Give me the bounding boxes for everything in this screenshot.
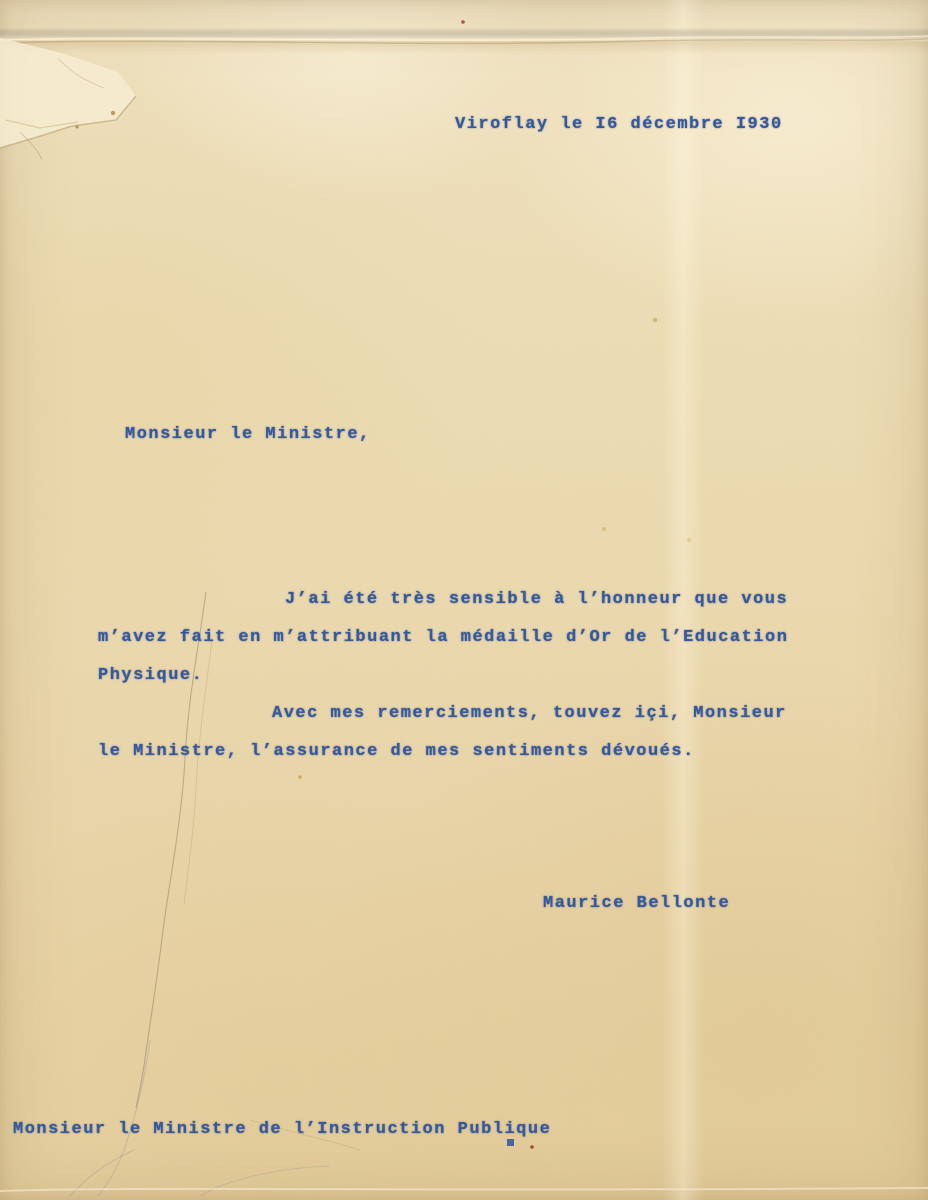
body-line-5: le Ministre, l’assurance de mes sentiments dévoués. (98, 742, 695, 761)
salutation-line: Monsieur le Ministre, (125, 425, 371, 444)
recipient-line: Monsieur le Ministre de l’Instruction Publique (13, 1120, 552, 1139)
body-line-2: m’avez fait en m’attribuant la médaille d’Or de l’Education (98, 628, 789, 647)
signature-name: Maurice Bellonte (543, 894, 731, 913)
body-line-1: J’ai été très sensible à l’honneur que vous (285, 590, 789, 609)
body-line-3: Physique. (98, 666, 204, 685)
body-line-4: Avec mes remerciements, touvez içi, Monsieur (272, 704, 787, 723)
dateline: Viroflay le I6 décembre I930 (455, 115, 783, 134)
top-crease (0, 28, 928, 54)
